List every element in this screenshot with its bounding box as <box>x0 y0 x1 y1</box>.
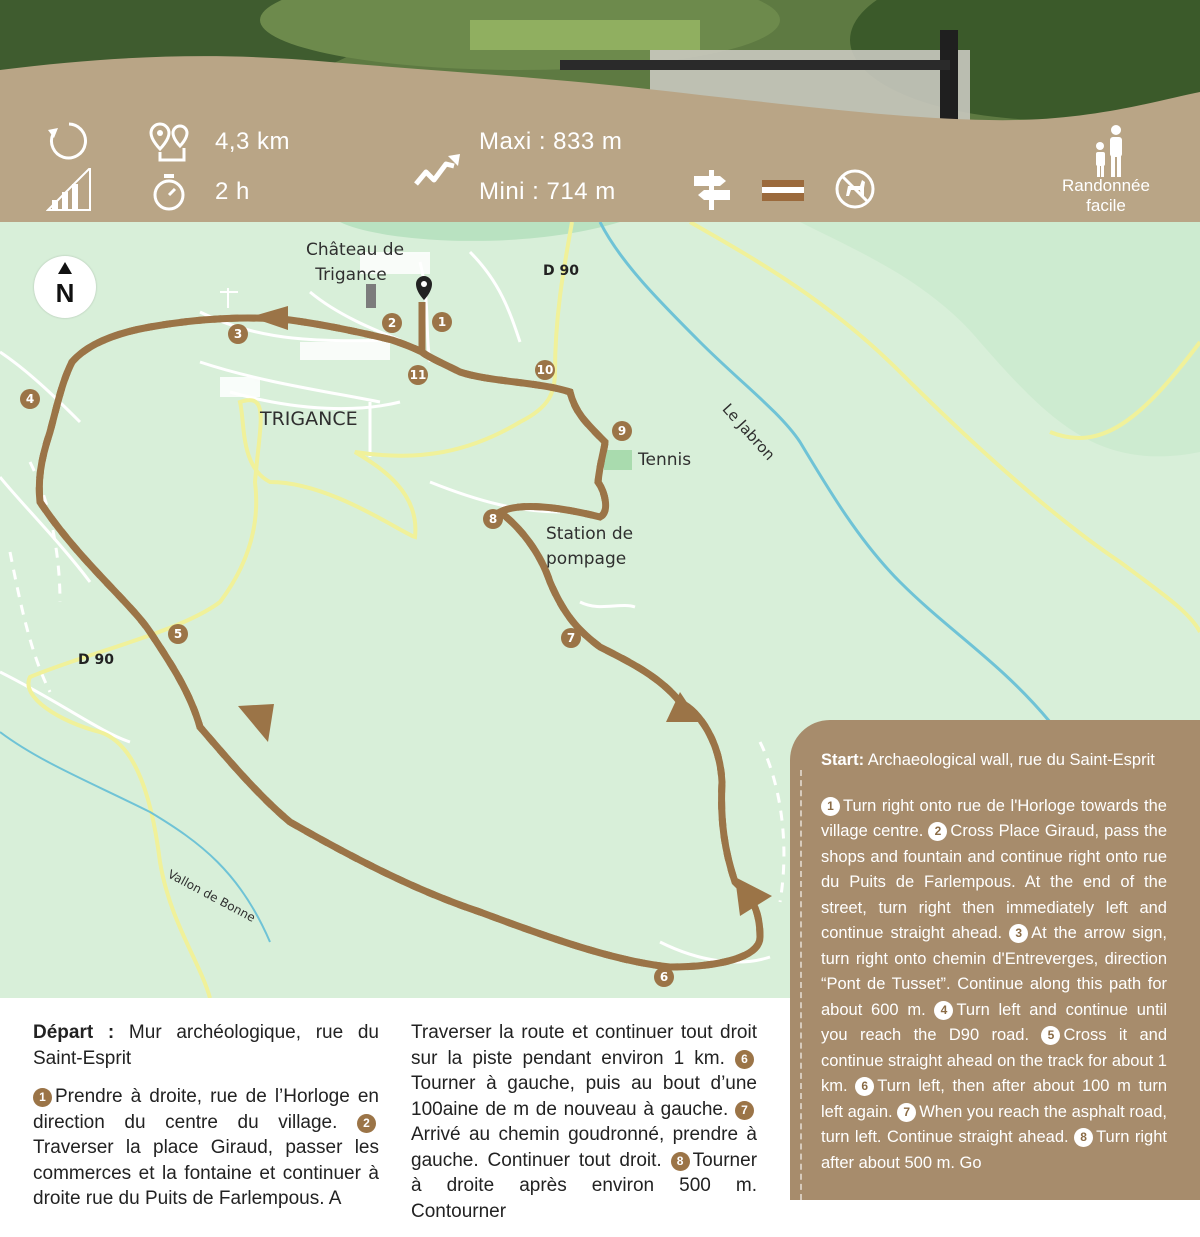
difficulty-label <box>1040 176 1172 216</box>
waypoint-7: 7 <box>561 628 581 648</box>
waypoint-3: 3 <box>228 324 248 344</box>
fr-step-7: Arrivé au chemin goudronné, prendre à gauche. Continuer tout droit. <box>411 1124 757 1171</box>
french-column-2 <box>411 1020 757 1237</box>
terrain-patch <box>0 222 1200 456</box>
fr-col2-intro: Traverser la route et continuer tout droit sur la piste pendant environ 1 km. <box>411 1022 757 1069</box>
waypoint-2: 2 <box>382 313 402 333</box>
fr-badge-8: 8 <box>671 1152 690 1171</box>
waypoint-9: 9 <box>612 421 632 441</box>
fr-step-8: Tourner à droite après environ 500 m. Contourner <box>411 1149 758 1222</box>
en-steps <box>821 794 1167 1177</box>
en-badge-3: 3 <box>1009 924 1028 943</box>
river-label: Le Jabron <box>718 400 779 464</box>
en-badge-8: 8 <box>1074 1128 1093 1147</box>
route-arrow-west <box>250 306 288 330</box>
en-step-5: Cross it and continue straight ahead on the track for about 1 km. <box>821 1026 1167 1095</box>
tennis-label: Tennis <box>638 450 692 470</box>
fr-steps-6-8 <box>411 1020 757 1224</box>
pumping-label-line-2: pompage <box>546 549 627 569</box>
route-arrow-south <box>238 704 274 742</box>
english-text <box>821 748 1167 1196</box>
signpost-marker-icon <box>220 288 238 308</box>
distance-value: 4,3 km <box>215 128 291 155</box>
en-start-label: Start: <box>821 751 865 769</box>
en-step-8: Turn right after about 500 m. Go <box>821 1128 1167 1172</box>
castle-label <box>306 238 405 288</box>
altitude-max: Maxi : 833 m <box>479 128 623 155</box>
waypoint-5: 5 <box>168 624 188 644</box>
road-label-north: D 90 <box>543 263 579 279</box>
duration-value: 2 h <box>215 178 250 205</box>
trail-marking-icon <box>762 180 804 202</box>
waypoint-4: 4 <box>20 389 40 409</box>
french-description <box>0 998 790 1222</box>
en-step-3: At the arrow sign, turn right onto chemin d'Entreverges, direction “Pont de Tusset”. Continue along this path for about 600 m. <box>821 924 1168 1019</box>
start-pin-icon <box>416 276 432 300</box>
north-compass-icon <box>34 256 96 318</box>
en-start <box>821 748 1167 774</box>
panel-dashed-line <box>800 770 802 1200</box>
difficulty-line-1: Randonnée <box>1062 176 1150 195</box>
en-step-1: Turn right onto rue de l'Horloge towards the village centre. <box>821 796 1167 840</box>
difficulty-bars-icon <box>46 168 92 212</box>
fr-step-6: Tourner à gauche, puis au bout d’une 100aine de m de nouveau à gauche. <box>411 1073 757 1120</box>
vallon-label: Vallon de Bonne <box>165 867 258 925</box>
north-arrow <box>58 262 72 274</box>
pumping-label-line-1: Station de <box>546 524 634 544</box>
hike-stats <box>0 110 1200 222</box>
en-badge-1: 1 <box>821 797 840 816</box>
fr-start-label: Départ : <box>33 1022 115 1043</box>
en-step-4: Turn left and continue until you reach the D90 road. <box>821 1000 1167 1044</box>
en-step-7: When you reach the asphalt road, turn left. Continue straight ahead. <box>821 1102 1167 1146</box>
family-hiker-icon <box>1090 124 1130 180</box>
fr-start <box>33 1020 379 1071</box>
waypoint-8: 8 <box>483 509 503 529</box>
waypoint-6: 6 <box>654 967 674 987</box>
difficulty-line-2: facile <box>1086 196 1126 215</box>
elevation-icon <box>412 150 462 190</box>
road-label-west: D 90 <box>78 652 114 668</box>
fr-step-2: Traverser la place Giraud, passer les commerces et la fontaine et continuer à droite rue du Puits de Farlempous. A <box>33 1137 379 1209</box>
french-column-1 <box>33 1020 379 1225</box>
waypoint-11: 11 <box>408 365 428 385</box>
fr-steps-1-2 <box>33 1084 379 1212</box>
stopwatch-icon <box>150 172 188 212</box>
fr-start-text: Mur archéologique, rue du Saint-Esprit <box>33 1022 379 1069</box>
en-step-6: Turn left, then after about 100 m turn left again. <box>821 1077 1167 1121</box>
en-badge-4: 4 <box>934 1001 953 1020</box>
north-letter: N <box>55 278 75 308</box>
pumping-station-label <box>546 522 633 572</box>
waypoint-1: 1 <box>432 312 452 332</box>
fr-step-1: Prendre à droite, rue de l’Horloge en direction du centre du village. <box>33 1086 379 1133</box>
fr-badge-2: 2 <box>357 1114 376 1133</box>
en-badge-7: 7 <box>897 1103 916 1122</box>
castle-label-line-2: Trigance <box>315 265 387 285</box>
no-dogs-icon <box>834 168 876 210</box>
fr-badge-6: 6 <box>735 1050 754 1069</box>
altitude-min: Mini : 714 m <box>479 178 616 205</box>
fr-badge-7: 7 <box>735 1101 754 1120</box>
en-step-2: Cross Place Giraud, pass the shops and fountain and continue right onto rue du Puits de Farlempous. At the end of the street, turn right then immediately left and continue straight ahead. <box>821 822 1167 942</box>
english-description-panel <box>790 720 1200 1200</box>
signpost-icon <box>690 168 734 212</box>
loop-icon <box>46 120 92 162</box>
en-badge-2: 2 <box>928 822 947 841</box>
en-start-text: Archaeological wall, rue du Saint-Esprit <box>864 751 1155 769</box>
waypoint-10: 10 <box>535 360 555 380</box>
en-badge-6: 6 <box>855 1077 874 1096</box>
map-pins-icon <box>148 122 192 164</box>
fr-badge-1: 1 <box>33 1088 52 1107</box>
village-label: TRIGANCE <box>260 408 358 430</box>
tennis-court <box>604 450 632 470</box>
castle-label-line-1: Château de <box>306 240 405 260</box>
en-badge-5: 5 <box>1041 1026 1060 1045</box>
